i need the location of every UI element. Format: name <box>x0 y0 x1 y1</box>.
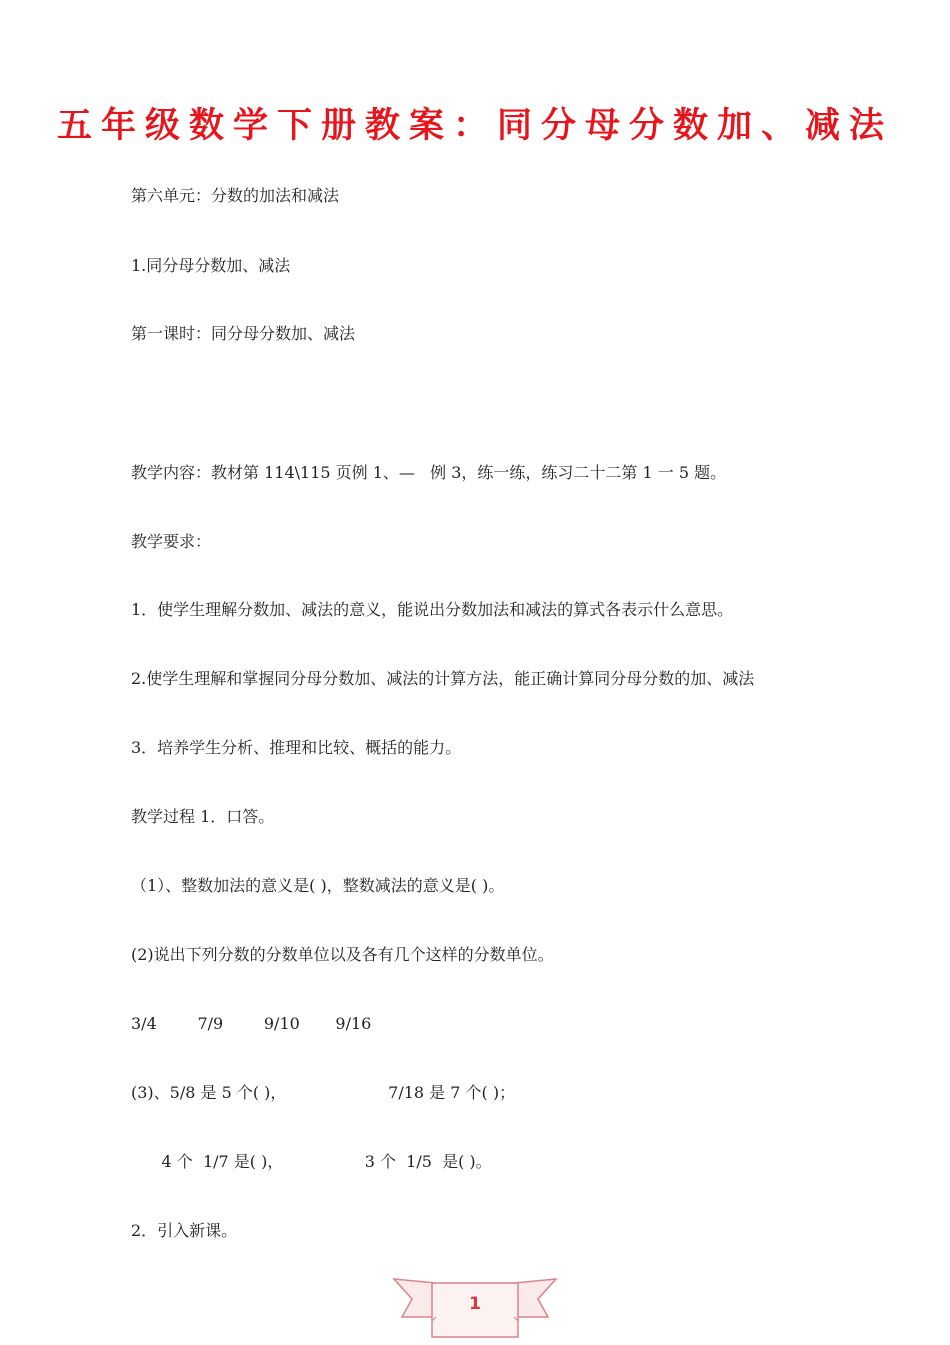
question-3a: (3)、5/8 是 5 个( )， 7/18 是 7 个( )； <box>131 1083 516 1102</box>
document-title: 五年级数学下册教案：同分母分数加、减法 <box>56 106 893 146</box>
lesson-heading: 第一课时：同分母分数加、减法 <box>131 324 356 343</box>
teaching-content: 教学内容：教材第 114\115 页例 1、— 例 3，练一练，练习二十二第 1 一 5 题。 <box>131 463 727 482</box>
question-2: (2)说出下列分数的分数单位以及各有几个这样的分数单位。 <box>131 945 554 964</box>
section-heading: 1.同分母分数加、减法 <box>131 256 291 275</box>
unit-heading: 第六单元：分数的加法和减法 <box>131 186 340 205</box>
page-number: 1 <box>469 1294 481 1314</box>
requirement-3: 3．培养学生分析、推理和比较、概括的能力。 <box>131 738 462 757</box>
new-lesson-heading: 2．引入新课。 <box>131 1221 238 1240</box>
fraction-list: 3/4 7/9 9/10 9/16 <box>131 1014 372 1033</box>
page-footer <box>392 1273 558 1341</box>
question-3b: 4 个 1/7 是( )， 3 个 1/5 是( )。 <box>131 1152 492 1171</box>
requirement-2: 2.使学生理解和掌握同分母分数加、减法的计算方法，能正确计算同分母分数的加、减法 <box>131 669 755 688</box>
process-heading: 教学过程 1．口答。 <box>131 807 275 826</box>
question-1: （1）、整数加法的意义是( )，整数减法的意义是( )。 <box>131 876 505 895</box>
requirement-1: 1．使学生理解分数加、减法的意义，能说出分数加法和减法的算式各表示什么意思。 <box>131 600 734 619</box>
requirements-heading: 教学要求： <box>131 532 212 551</box>
